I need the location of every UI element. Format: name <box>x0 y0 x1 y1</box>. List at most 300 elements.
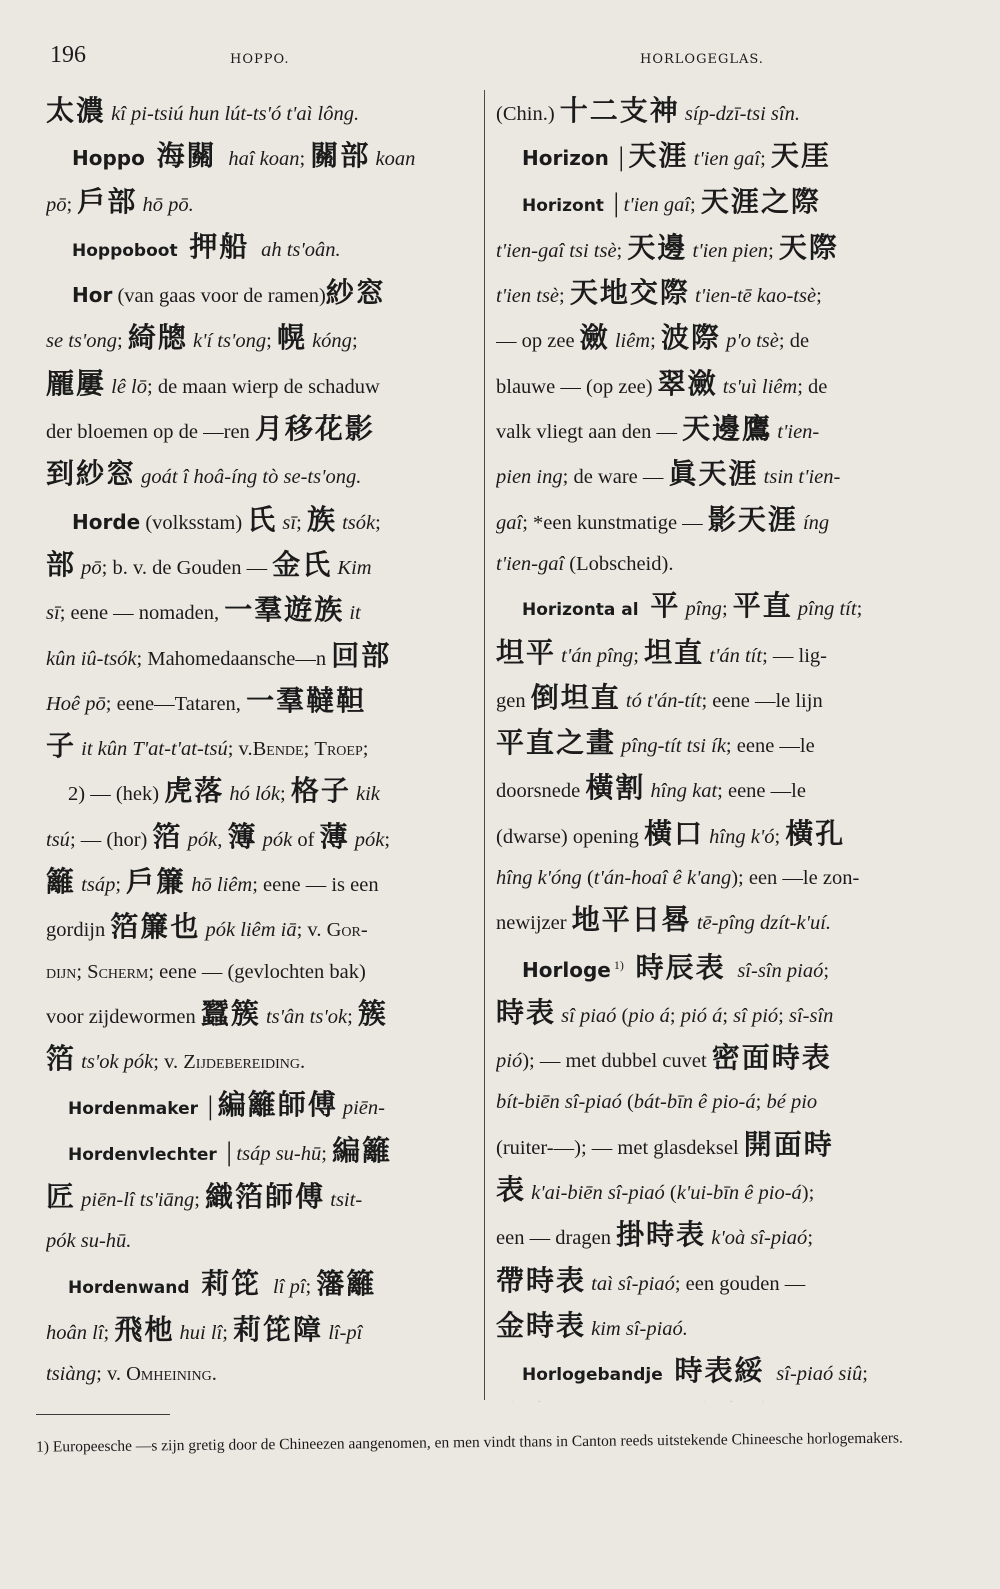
romanization: kim sî-piaó. <box>586 1317 688 1340</box>
gloss-text: , <box>217 828 228 851</box>
romanization: koan <box>370 148 416 171</box>
gloss-text: 2) — (hek) <box>68 783 165 806</box>
gloss-text: ; v. <box>227 738 253 761</box>
gloss-text: ; <box>690 193 701 216</box>
gloss-text: ; eene —le <box>717 780 806 803</box>
entry-line <box>46 1354 472 1395</box>
chinese-characters: 天地交際 <box>569 276 690 310</box>
romanization: pók su-hū. <box>46 1230 132 1253</box>
entry-line <box>46 499 472 544</box>
gloss-text: ; <box>303 738 315 761</box>
gloss-text: ( <box>581 867 594 890</box>
gloss-text: ; <box>299 148 311 171</box>
chinese-characters: 橫孔 <box>785 816 846 850</box>
right-column <box>496 90 930 1402</box>
entry-line <box>496 453 930 498</box>
chinese-characters: 天邊鷹 <box>682 412 773 446</box>
romanization: pō <box>76 556 102 579</box>
entry-line <box>496 899 930 944</box>
gloss-text: der bloemen op de —ren <box>46 421 255 444</box>
gloss-text: │ <box>608 148 629 171</box>
chinese-characters: 氏 <box>247 502 278 536</box>
gloss-text: gen <box>496 689 531 712</box>
romanization: hoân lî <box>46 1322 104 1345</box>
chinese-characters: 海關 <box>144 139 229 173</box>
entry-line <box>46 816 472 861</box>
gloss-text: ; <box>768 239 779 262</box>
gloss-text: . <box>211 1363 217 1386</box>
romanization: t'ien-tē kao-tsè <box>689 285 817 308</box>
gloss-text: ; eene —le lijn <box>701 689 823 712</box>
romanization: tsáp <box>76 874 116 897</box>
gloss-text: ; <box>194 1189 206 1212</box>
entry-line <box>496 1169 930 1214</box>
gloss-text: (van gaas voor de ramen) <box>112 285 326 308</box>
chinese-characters: 天邊 <box>627 230 688 264</box>
chinese-characters: 天際 <box>778 230 839 264</box>
gloss-text: valk vliegt aan den — <box>496 421 683 444</box>
chinese-characters: 密面時表 <box>711 1041 832 1075</box>
romanization: bát-bīn ê pio-á <box>633 1091 756 1114</box>
chinese-characters: 平 <box>638 589 681 623</box>
romanization: t'ien tsè <box>496 285 560 308</box>
gloss-text: ); een —le zon- <box>731 867 860 890</box>
entry-line <box>496 722 930 767</box>
cross-reference: Omheining <box>126 1363 212 1386</box>
romanization: k'í ts'ong <box>187 330 267 353</box>
chinese-characters: 瀲 <box>579 321 610 355</box>
gloss-text: ; <box>76 960 88 983</box>
romanization: bít-biēn sî-piaó <box>496 1091 622 1114</box>
gloss-text: ; <box>778 1004 789 1027</box>
gloss-text: ; <box>823 959 830 982</box>
gloss-text: ; <box>362 738 369 761</box>
headword: Horizon <box>522 146 609 171</box>
romanization: t'ien gaî <box>623 193 691 216</box>
gloss-text: (dwarse) opening <box>496 825 645 848</box>
gloss-text: ; eene — nomaden, <box>59 602 225 625</box>
romanization: pîng <box>680 598 722 621</box>
entry-line <box>496 363 930 408</box>
romanization: k'oà sî-piaó <box>706 1227 808 1250</box>
romanization: hó lók <box>224 783 281 806</box>
chinese-characters: 時辰表 <box>623 950 738 984</box>
entry-line <box>496 1214 930 1259</box>
gloss-text: ; <box>760 148 771 171</box>
gloss-text: een — dragen <box>496 1227 617 1250</box>
gloss-text: ; <box>862 1363 868 1386</box>
romanization: sî-sîn <box>788 1004 834 1027</box>
entry-line <box>46 906 472 951</box>
romanization: kik <box>350 783 380 806</box>
chinese-characters: 織箔師傅 <box>205 1180 326 1214</box>
chinese-characters: 表 <box>496 1172 527 1206</box>
romanization: t'án pîng <box>556 644 634 667</box>
chinese-characters: 影天涯 <box>707 502 798 536</box>
gloss-text: ; <box>807 1227 814 1250</box>
entry-line <box>46 317 472 362</box>
gloss-text: ; <box>375 511 381 534</box>
romanization: kûn iû-tsók <box>46 647 137 670</box>
romanization: tsin t'ien- <box>758 466 841 489</box>
left-running-head: HOPPO. <box>230 52 290 67</box>
chinese-characters <box>688 1400 778 1402</box>
romanization: tsiàng <box>46 1363 97 1386</box>
gloss-text: ; <box>384 828 391 851</box>
romanization: kî pi-tsiú hun lút-ts'ó t'aì lông. <box>106 103 360 125</box>
romanization: t'ien pien <box>687 239 769 262</box>
romanization: tsit- <box>325 1189 363 1212</box>
gloss-text: ; — lig- <box>762 644 827 667</box>
entry-line <box>46 993 472 1038</box>
gloss-text: ; <box>559 285 570 308</box>
gloss-text: blauwe — (op zee) <box>496 375 658 398</box>
gloss-text: of <box>292 828 320 851</box>
romanization: hō liêm <box>186 874 253 897</box>
footnote: 1) Europeesche —s zijn gretig door de Chineezen aangenomen, en men vindt thans in Canton reeds uitstekende Chineesche horlogemakers. <box>35 1429 903 1456</box>
gloss-text: ; de ware — <box>562 466 669 489</box>
cross-reference: Bende <box>252 738 304 761</box>
entry-line <box>496 1396 930 1402</box>
romanization: hîng k'ó <box>704 825 775 848</box>
chinese-characters: 坦平 <box>496 635 557 669</box>
entry-line <box>46 544 472 589</box>
entry-line <box>46 770 472 815</box>
romanization: tsáp su-hū <box>236 1142 322 1165</box>
cross-reference: Troep <box>314 738 363 761</box>
entry-line <box>496 677 930 722</box>
headword: Horizont <box>522 195 604 216</box>
romanization: piēn-lî ts'iāng <box>76 1189 195 1212</box>
chinese-characters: 箔 <box>152 819 183 853</box>
footnote-marker: 1) <box>610 957 624 972</box>
chinese-characters: 倒坦直 <box>530 680 621 714</box>
chinese-characters: 莉笓障 <box>233 1313 324 1347</box>
romanization: sî-sîn piaó <box>737 959 824 982</box>
cross-reference: dijn <box>46 960 77 983</box>
gloss-text: ; <box>669 1004 681 1027</box>
chinese-characters: 金氏 <box>272 547 333 581</box>
chinese-characters: 部 <box>46 547 77 581</box>
chinese-characters: 戶部 <box>77 184 138 218</box>
chinese-characters: 族 <box>306 502 337 536</box>
gloss-text: voor zijdewormen <box>46 1005 201 1028</box>
entry-line <box>496 1260 930 1305</box>
headword: Hoppo <box>72 146 145 171</box>
gloss-text: ( <box>664 1181 677 1204</box>
entry-line <box>496 767 930 812</box>
gloss-text: ; <box>347 1005 358 1028</box>
cross-reference: Zijdebereiding <box>183 1051 301 1074</box>
gloss-text: ; <box>266 330 277 353</box>
entry-line <box>496 1305 930 1350</box>
entry-line <box>46 635 472 680</box>
chinese-characters: 飛杝 <box>114 1313 175 1347</box>
entry-line <box>46 1038 472 1083</box>
chinese-characters: 翠瀲 <box>657 366 718 400</box>
romanization: lî pî <box>273 1275 306 1298</box>
running-header <box>44 40 964 80</box>
romanization: pók <box>349 828 385 851</box>
gloss-text: ; *een kunstmatige — <box>522 511 708 534</box>
romanization: sî-piaó siû <box>776 1363 863 1386</box>
gloss-text: ; eene —le <box>725 735 815 758</box>
gloss-text: ; <box>650 330 661 353</box>
chinese-characters: 籬 <box>46 865 77 899</box>
romanization: síp-dzī-tsi sîn. <box>679 103 800 125</box>
chinese-characters: 虎落 <box>164 774 225 808</box>
gloss-text: ; <box>321 1142 333 1165</box>
romanization: it <box>344 602 361 625</box>
gloss-text: ; <box>66 193 78 216</box>
romanization: sī <box>46 602 60 625</box>
romanization: sî piaó <box>556 1004 617 1027</box>
gloss-text: ( <box>621 1091 634 1114</box>
gloss-text: ; <box>115 874 127 897</box>
romanization: t'ien gaî <box>688 148 761 171</box>
romanization: pió <box>496 1050 523 1073</box>
chinese-characters: 天涯 <box>628 139 689 173</box>
chinese-characters: 一羣遊族 <box>224 593 345 627</box>
romanization: goát î hoâ-íng tò se-ts'ong. <box>136 466 362 489</box>
romanization: kóng <box>306 330 352 353</box>
entry-line <box>496 227 930 272</box>
entry-line <box>46 453 472 498</box>
chinese-characters: 莉笓 <box>189 1266 274 1300</box>
chinese-characters: 簿 <box>227 819 258 853</box>
gloss-text: (volksstam) <box>140 511 248 534</box>
gloss-text: (ruiter-—); — met glasdeksel <box>496 1136 744 1159</box>
chinese-characters: 坦直 <box>644 635 705 669</box>
gloss-text: ; v. <box>153 1051 184 1074</box>
chinese-characters: 戶簾 <box>126 865 187 899</box>
gloss-text: ; <box>117 330 128 353</box>
gloss-text: ; Mahomedaansche—n <box>136 647 332 670</box>
romanization: k'ai-biēn sî-piaó <box>526 1181 665 1204</box>
chinese-characters: 天涯之際 <box>700 184 821 218</box>
chinese-characters: 橫割 <box>585 771 646 805</box>
entry-line <box>496 1037 930 1082</box>
chinese-characters: 月移花影 <box>254 412 375 446</box>
romanization: ts'ok pók <box>76 1051 154 1074</box>
gloss-text: ; v. <box>296 919 327 942</box>
chinese-characters: 平直 <box>732 589 793 623</box>
headword: Hordenvlechter <box>68 1144 217 1165</box>
chinese-characters <box>496 1400 586 1402</box>
gloss-text: . <box>300 1051 306 1074</box>
chinese-characters: 眞天涯 <box>668 457 759 491</box>
chinese-characters: 編籬 <box>332 1133 393 1167</box>
entry-line <box>496 585 930 631</box>
gloss-text: ; <box>755 1091 767 1114</box>
entry-line <box>496 181 930 227</box>
romanization: k'ui-bīn ê pio-á <box>676 1181 802 1204</box>
entry-line <box>496 90 930 135</box>
gloss-text: — op zee <box>496 330 580 353</box>
romanization: tsók <box>336 511 376 534</box>
chinese-characters: 平直之畫 <box>496 726 617 760</box>
entry-line <box>496 317 930 362</box>
entry-line <box>496 499 930 544</box>
romanization: p'o tsè <box>720 330 779 353</box>
romanization: t'ien- <box>772 421 820 444</box>
chinese-characters: 時表 <box>496 995 557 1029</box>
gloss-text: ; <box>280 783 291 806</box>
romanization: hō pō. <box>137 193 194 216</box>
chinese-characters: 薄 <box>319 819 350 853</box>
romanization: pio á <box>628 1004 670 1027</box>
entry-line <box>46 272 472 317</box>
entry-line <box>46 90 472 135</box>
entry-line <box>46 181 472 226</box>
headword: Hor <box>72 283 113 308</box>
gloss-text: ; een gouden — <box>674 1272 806 1295</box>
gloss-text: ; <box>103 1322 115 1345</box>
chinese-characters: 波際 <box>660 321 721 355</box>
gloss-text: (Lobscheid). <box>564 552 674 575</box>
romanization: bé pio <box>766 1091 818 1114</box>
gloss-text: ); <box>801 1181 815 1204</box>
entry-line <box>46 1263 472 1309</box>
romanization: hîng kat <box>645 780 718 803</box>
headword: Hoppoboot <box>72 240 178 261</box>
entry-line <box>496 544 930 585</box>
romanization: pió á <box>680 1004 723 1027</box>
romanization: ah ts'oân. <box>261 238 341 261</box>
romanization: t'ien-gaî tsi tsè <box>496 239 617 262</box>
chinese-characters: 掛時表 <box>616 1218 707 1252</box>
chinese-characters: 金時表 <box>496 1308 587 1342</box>
chinese-characters: 箔簾也 <box>110 910 201 944</box>
chinese-characters: 橫口 <box>644 816 705 850</box>
entry-line <box>46 408 472 453</box>
entry-line <box>46 1130 472 1176</box>
chinese-characters: 關部 <box>310 139 371 173</box>
chinese-characters: 蠶簇 <box>200 996 261 1030</box>
romanization: ts'ân ts'ok <box>260 1005 348 1028</box>
chinese-characters: 綺牕 <box>127 321 188 355</box>
gloss-text: ; <box>816 285 822 308</box>
gloss-text: doorsnede <box>496 780 586 803</box>
gloss-text: ; — (hor) <box>69 828 153 851</box>
chinese-characters: 一羣韃靼 <box>246 683 367 717</box>
entry-line <box>496 1124 930 1169</box>
gloss-text: ; <box>633 644 645 667</box>
romanization: gaî <box>496 511 523 534</box>
romanization: íng <box>797 511 830 534</box>
entry-line <box>46 952 472 993</box>
romanization: taì sî-piaó <box>586 1272 675 1295</box>
chinese-characters: 簇 <box>357 996 388 1030</box>
romanization: piēn- <box>337 1096 385 1119</box>
headword: Hordenwand <box>68 1277 190 1298</box>
romanization: hîng k'óng <box>496 867 582 890</box>
gloss-text: ; b. v. de Gouden — <box>101 556 273 579</box>
gloss-text: ; <box>774 825 786 848</box>
left-column <box>46 90 472 1402</box>
romanization: pîng tít <box>792 598 857 621</box>
chinese-characters: 格子 <box>290 774 351 808</box>
romanization: tē-pîng dzít-k'uí. <box>691 912 832 935</box>
entry-line <box>46 135 472 180</box>
gloss-text: ); — met dubbel cuvet <box>522 1050 712 1073</box>
gloss-text: ; v. <box>96 1363 127 1386</box>
romanization: pîng-tít tsi ík <box>616 735 726 758</box>
romanization: pō <box>46 193 67 216</box>
chinese-characters: 天厓 <box>770 139 831 173</box>
chinese-characters: 押船 <box>177 229 262 263</box>
gloss-text: ; eene—Tataren, <box>105 692 247 715</box>
chinese-characters: 回部 <box>331 638 392 672</box>
entry-line <box>496 1082 930 1123</box>
right-running-head: HORLOGEGLAS. <box>640 52 764 67</box>
headword: Horizonta al <box>522 600 639 621</box>
gloss-text: ; de maan wierp de schaduw <box>147 375 380 398</box>
gloss-text: ; eene — (gevlochten bak) <box>148 960 366 983</box>
entry-line <box>496 272 930 317</box>
gloss-text: ; <box>856 598 863 621</box>
romanization: it kûn T'at-t'at-tsú <box>76 738 228 761</box>
entry-line <box>496 632 930 677</box>
romanization: haî koan <box>228 148 300 171</box>
gloss-text: ; <box>616 239 628 262</box>
chinese-characters: 十二支神 <box>559 94 680 127</box>
entry-line <box>46 725 472 770</box>
entry-line <box>496 858 930 899</box>
gloss-text: ; <box>721 598 733 621</box>
page-number: 196 <box>50 42 86 68</box>
chinese-characters: 帶時表 <box>496 1263 587 1297</box>
chinese-characters: 地平日晷 <box>571 903 692 937</box>
headword: Hordenmaker <box>68 1098 199 1119</box>
entry-line <box>496 408 930 453</box>
gloss-text: │ <box>603 193 624 216</box>
gloss-text: │ <box>216 1142 237 1165</box>
romanization: lê lō <box>106 375 148 398</box>
headword: Horloge <box>522 957 611 982</box>
gloss-text: ; <box>296 511 307 534</box>
romanization: sī <box>277 511 297 534</box>
entry-line <box>496 992 930 1037</box>
chinese-characters: 龎屢 <box>46 366 107 400</box>
chinese-characters: 編籬師傅 <box>217 1087 338 1121</box>
chinese-characters: 子 <box>46 729 77 763</box>
gloss-text: │ <box>198 1096 218 1119</box>
romanization: Kim <box>332 556 372 579</box>
gloss-text: gordijn <box>46 919 111 942</box>
entry-line <box>46 1221 472 1262</box>
entry-line <box>46 680 472 725</box>
gloss-text: newijzer <box>496 912 572 935</box>
headword: Horlogebandje <box>522 1365 663 1386</box>
chinese-characters: 匠 <box>46 1180 77 1214</box>
romanization: ts'uì liêm <box>717 375 798 398</box>
chinese-characters: 幌 <box>276 321 307 355</box>
cross-reference: Scherm <box>87 960 149 983</box>
footnote-rule <box>36 1414 170 1415</box>
romanization: t'án-hoaî ê k'ang <box>593 867 732 890</box>
romanization: lî-pî <box>323 1322 363 1345</box>
romanization: sî pió <box>733 1004 779 1027</box>
chinese-characters: 到紗窓 <box>46 457 137 491</box>
entry-line <box>46 1396 472 1402</box>
entry-line <box>46 1084 472 1130</box>
gloss-text: ; <box>351 330 358 353</box>
entry-line <box>496 135 930 180</box>
romanization: tó t'án-tít <box>620 689 702 712</box>
romanization: liêm <box>609 330 651 353</box>
romanization: pók liêm iā <box>200 919 297 942</box>
